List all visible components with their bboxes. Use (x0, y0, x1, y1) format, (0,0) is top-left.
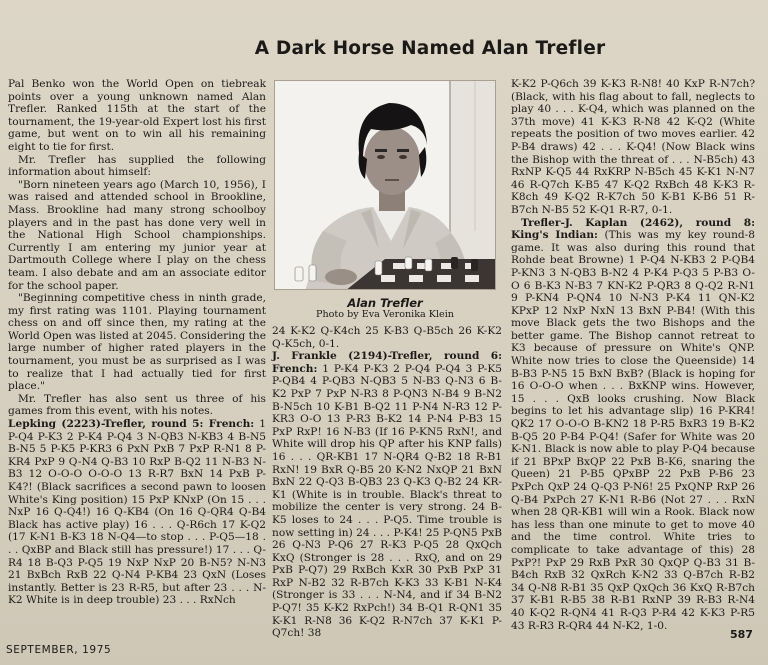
column-1 (8, 78, 266, 607)
intro-paragraph-2: Mr. Trefler has supplied the following information about himself: (8, 153, 266, 179)
quote-paragraph-1: "Born nineteen years ago (March 10, 1956), I was raised and attended school in Brookline, Mass. Brookline had many strong schoolboy players and in the past has done very well in the National High School championships. Currently I am entering my junior year at Dartmouth College where I play on the chess team. I also debate and am an associate editor for the school paper. (8, 178, 266, 292)
game2-moves: 1 P-K4 P-K3 2 P-Q4 P-Q4 3 P-K5 P-QB4 4 P-QB3 N-QB3 5 N-B3 Q-N3 6 B-K2 PxP 7 PxP N-R3 8 P-QN3 N-B4 9 B-N2 B-N5ch 10 K-B1 B-Q2 11 P-N4 N-R3 12 P-KR3 O-O 13 P-R3 B-K2 14 P-N4 P-B3 15 PxP RxP! 16 N-B3 (If 16 P-KN5 RxN!, and White will drop his QP after his KNP falls) 16 . . . QR-KB1 17 N-QR4 Q-B2 18 R-B1 RxN! 19 BxR Q-B5 20 K-N2 NxQP 21 BxN BxN 22 Q-Q3 B-QB3 23 Q-K3 Q-B2 24 KR-K1 (White is in trouble. Black's threat to mobilize the center is very strong. 24 B-K5 loses to 24 . . . P-Q5. Time trouble is now setting in) 24 . . . P-K4! 25 P-QN5 PxB 26 Q-N3 P-Q6 27 R-K3 P-Q5 28 QxQch KxQ (Stronger is 28 . . . RxQ, and on 29 PxB P-Q7) 29 RxBch KxR 30 PxB PxP 31 RxP N-B2 32 R-B7ch K-K3 33 K-B1 N-K4 (Stronger is 33 . . . N-N4, and if 34 B-N2 P-Q7! 35 K-K2 RxPch!) 34 B-Q1 R-QN1 35 K-K1 R-N8 36 K-Q2 R-N7ch 37 K-K1 P-Q7ch! 38 (272, 362, 503, 640)
photo-credit: Photo by Eva Veronika Klein (316, 309, 454, 320)
issue-date: SEPTEMBER, 1975 (6, 644, 112, 656)
game2-heading: J. Frankle (2194)-Trefler, round 6: French: (272, 350, 502, 375)
photo-caption-name: Alan Trefler (347, 296, 423, 310)
notes-paragraph: Mr. Trefler has also sent us three of his games from this event, with his notes. (8, 392, 266, 418)
portrait-illustration (275, 81, 496, 290)
page-number: 587 (730, 628, 753, 641)
quote-paragraph-2: "Beginning competitive chess in ninth grade, my first rating was 1101. Playing tournament chess on and off since then, my rating at the World Open was listed at 2045. Considering the large number of higher rated players in the tournament, you must be as surprised as I was to realize that I had actually tied for first place." (8, 292, 266, 393)
article-headline: A Dark Horse Named Alan Trefler (254, 38, 606, 59)
game2-continued: K-K2 P-Q6ch 39 K-K3 R-N8! 40 KxP R-N7ch? (Black, with his flag about to fall, neglects to play 40 . . . K-Q4, which was planned on the 37th move) 41 K-K3 R-N8 42 K-Q2 (White repeats the position of two moves earlier. 42 P-B4 draws) 42 . . . K-Q4! (Now Black wins the Bishop with the threat of . . . N-B5ch) 43 RxNP K-Q5 44 RxKRP N-B5ch 45 K-K1 N-N7 46 R-Q7ch K-B5 47 K-Q2 RxBch 48 K-K3 R-K8ch 49 K-Q2 R-K7ch 50 K-B1 K-B6 51 R-B7ch N-B5 52 K-Q1 R-R7, 0-1. (511, 78, 755, 216)
game3-heading: Trefler-J. Kaplan (2462), round 8: King's Indian: (511, 216, 755, 242)
game1-continued: 24 K-K2 Q-K4ch 25 K-B3 Q-B5ch 26 K-K2 Q-K5ch, 0-1. (272, 325, 502, 350)
intro-paragraph: Pal Benko won the World Open on tiebreak points over a young unknown named Alan Trefler. Ranked 115th at the start of the tournament, the 19-year-old Expert lost his first game, but went on to win all his remaining eight to tie for first. (8, 78, 266, 153)
column-3 (511, 78, 755, 632)
portrait-photo (274, 80, 496, 290)
game3-moves: (This was my key round-8 game. It was also during this round that Rohde beat Browne) 1 P-Q4 N-KB3 2 P-QB4 P-KN3 3 N-QB3 B-N2 4 P-K4 P-Q3 5 P-B3 O-O 6 B-K3 N-B3 7 KN-K2 P-QR3 8 Q-Q2 R-N1 9 P-KN4 P-QN4 10 N-N3 P-K4 11 QN-K2 KPxP 12 NxP NxN 13 BxN P-B4! (With this move Black gets the two Bishops and the better game. The Bishop cannot retreat to K3 because of pressure on White's QNP. White now tries to close the Queenside) 14 B-B3 P-N5 15 BxN BxB? (Black is hoping for 16 O-O-O when . . . BxKNP wins. However, 15 . . . QxB looks crushing. Now Black begins to let his advantage slip) 16 P-KR4! QK2 17 O-O-O B-KN2 18 P-R5 BxR3 19 B-K2 B-Q5 20 P-B4 P-Q4! (Safer for White was 20 K-N1. Black is now able to play P-Q4 because if 21 BPxP BxQP 22 PxB B-K6, snaring the Queen) 21 P-B5 QPxBP 22 PxB P-B6 23 PxPch QxP 24 Q-Q3 P-N6! 25 PxQNP RxP 26 Q-B4 PxPch 27 K-N1 R-B6 (Not 27 . . . RxN when 28 QR-KB1 will win a Rook. Black now has less than one minute to get to move 40 and the time control. White tries to complicate to take advantage of this) 28 PxP?! PxP 29 RxB PxR 30 QxQP Q-B3 31 B-B4ch RxB 32 QxRch K-N2 33 Q-B7ch R-B2 34 Q-N8 R-B1 35 QxP QxQch 36 KxQ R-B7ch 37 K-B1 R-B5 38 R-B1 RxNP 39 R-B3 R-N4 40 K-Q2 R-QN4 41 R-Q3 P-R4 42 K-K3 P-R5 43 R-R3 R-QR4 44 N-K2, 1-0. (511, 229, 755, 632)
column-2 (272, 325, 502, 640)
game1-heading: Lepking (2223)-Trefler, round 5: French: (8, 418, 255, 431)
game1-moves: 1 P-Q4 P-K3 2 P-K4 P-Q4 3 N-QB3 N-KB3 4 B-N5 B-N5 5 P-K5 P-KR3 6 PxN PxB 7 PxP R-N1 8 P-KR4 PxP 9 Q-N4 Q-B3 10 RxP B-Q2 11 N-B3 N-B3 12 O-O-O O-O-O 13 R-R7 BxN 14 PxB P-K4?! (Black sacrifices a second pawn to loosen White's King position) 15 PxP KNxP (On 15 . . . NxP 16 Q-Q4!) 16 Q-KB4 (On 16 Q-QR4 Q-B4 Black has active play) 16 . . . Q-R6ch 17 K-Q2 (17 K-N1 B-K3 18 N-Q4—to stop . . . P-Q5—18 . . . QxBP and Black still has pressure!) 17 . . . Q-R4 18 B-Q3 P-Q5 19 NxP NxP 20 B-N5? N-N3 21 BxBch RxB 22 Q-N4 P-KB4 23 QxN (Loses instantly. Better is 23 R-R5, but after 23 . . . N-K2 White is in deep trouble) 23 . . . RxNch (8, 418, 266, 607)
